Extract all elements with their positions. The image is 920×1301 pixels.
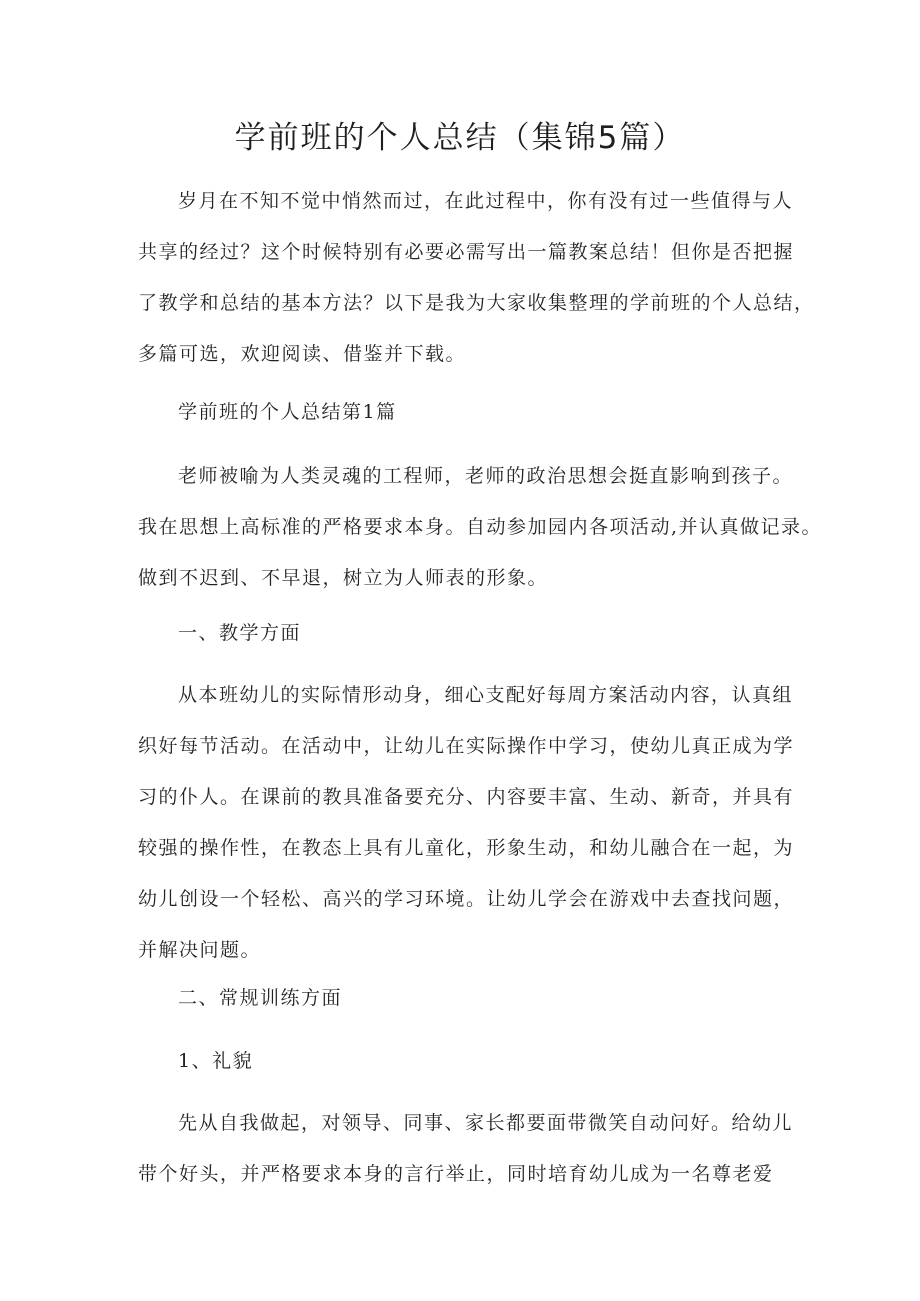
document-title: 学前班的个人总结（集锦5篇） [234,120,686,156]
text-line: 老师被喻为人类灵魂的工程师，老师的政治思想会挺直影响到孩子。 [178,465,794,487]
heading-manners [138,1036,798,1087]
intro-paragraph [138,176,815,380]
paragraph-3 [138,1098,798,1200]
heading-teaching [138,608,798,659]
text-line: 共享的经过？这个时候特别有必要必需写出一篇教案总结！但你是否把握 [138,241,795,263]
text-line: 我在思想上高标准的严格要求本身。自动参加园内各项活动,并认真做记录。 [138,516,823,538]
text-line: 幼儿创设一个轻松、高兴的学习环境。让幼儿学会在游戏中去查找问题， [138,888,795,910]
text-line: 做到不迟到、不早退，树立为人师表的形象。 [138,567,549,589]
heading-text: 1、礼貌 [178,1050,254,1072]
text-line: 并解决问题。 [138,939,262,961]
paragraph-1 [138,451,823,604]
text-line: 带个好头，并严格要求本身的言行举止，同时培育幼儿成为一名尊老爱 [138,1163,774,1185]
section-heading-text: 学前班的个人总结第1篇 [178,401,397,423]
text-line: 织好每节活动。在活动中，让幼儿在实际操作中学习，使幼儿真正成为学 [138,735,795,757]
text-line: 多篇可选，欢迎阅读、借鉴并下载。 [138,343,467,365]
text-line: 从本班幼儿的实际情形动身，细心支配好每周方案活动内容，认真组 [178,684,794,706]
heading-routine [138,973,798,1024]
text-line: 较强的操作性，在教态上具有儿童化，形象生动，和幼儿融合在一起，为 [138,837,795,859]
paragraph-2 [138,670,798,976]
text-line: 先从自我做起，对领导、同事、家长都要面带微笑自动问好。给幼儿 [178,1112,794,1134]
heading-text: 一、教学方面 [178,622,302,644]
heading-text: 二、常规训练方面 [178,987,343,1009]
text-line: 了教学和总结的基本方法？以下是我为大家收集整理的学前班的个人总结， [138,292,815,314]
text-line: 岁月在不知不觉中悄然而过，在此过程中，你有没有过一些值得与人 [178,190,794,212]
section-heading-1 [138,387,798,438]
text-line: 习的仆人。在课前的教具准备要充分、内容要丰富、生动、新奇，并具有 [138,786,795,808]
